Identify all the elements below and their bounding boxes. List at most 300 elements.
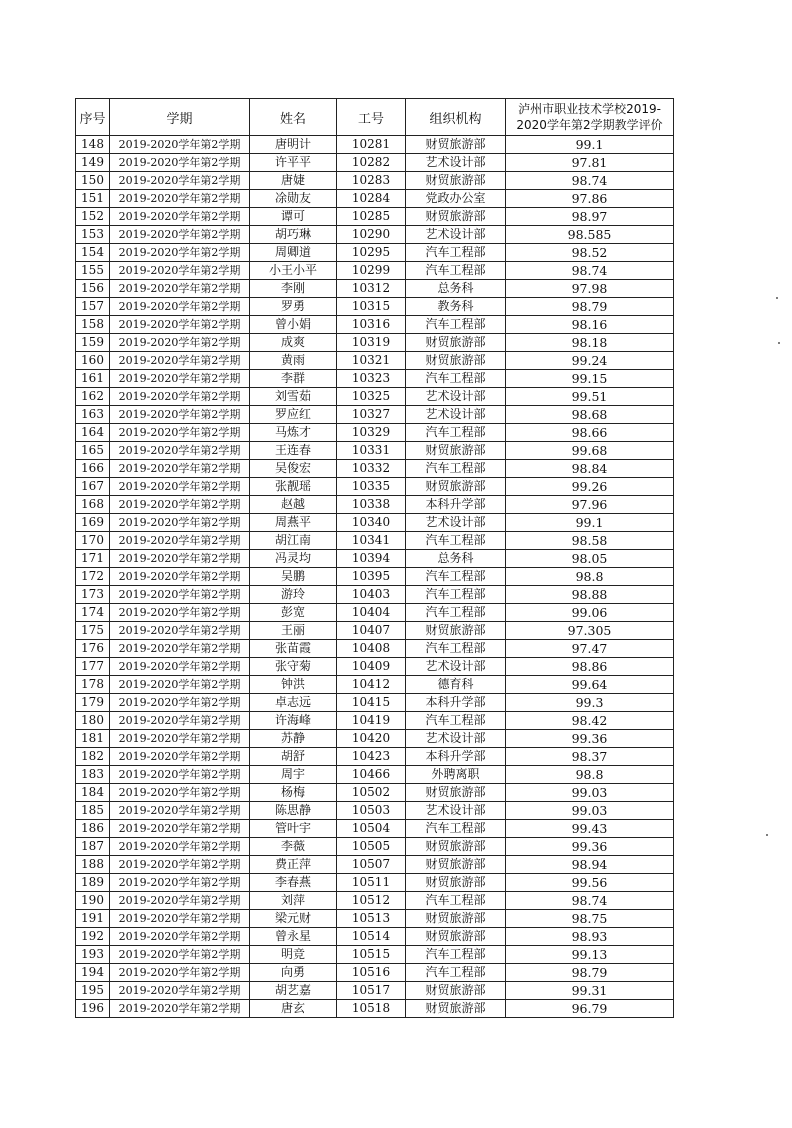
cell-id: 10420	[337, 730, 406, 748]
cell-seq: 185	[76, 802, 110, 820]
cell-term: 2019-2020学年第2学期	[110, 784, 250, 802]
cell-org: 汽车工程部	[406, 964, 506, 982]
cell-id: 10502	[337, 784, 406, 802]
cell-seq: 151	[76, 190, 110, 208]
header-id: 工号	[337, 99, 406, 136]
cell-id: 10516	[337, 964, 406, 982]
cell-eval: 99.06	[506, 604, 674, 622]
cell-id: 10415	[337, 694, 406, 712]
cell-org: 汽车工程部	[406, 568, 506, 586]
header-name: 姓名	[250, 99, 337, 136]
cell-name: 刘雪茹	[250, 388, 337, 406]
table-row	[76, 820, 674, 838]
cell-seq: 164	[76, 424, 110, 442]
cell-term: 2019-2020学年第2学期	[110, 172, 250, 190]
table-row	[76, 550, 674, 568]
cell-org: 艺术设计部	[406, 514, 506, 532]
cell-seq: 154	[76, 244, 110, 262]
cell-seq: 182	[76, 748, 110, 766]
cell-term: 2019-2020学年第2学期	[110, 460, 250, 478]
cell-org: 财贸旅游部	[406, 352, 506, 370]
table-row	[76, 892, 674, 910]
cell-org: 教务科	[406, 298, 506, 316]
cell-id: 10290	[337, 226, 406, 244]
cell-name: 张靓瑶	[250, 478, 337, 496]
cell-name: 王连春	[250, 442, 337, 460]
cell-seq: 171	[76, 550, 110, 568]
cell-term: 2019-2020学年第2学期	[110, 478, 250, 496]
cell-org: 汽车工程部	[406, 820, 506, 838]
cell-org: 本科升学部	[406, 694, 506, 712]
cell-name: 钟洪	[250, 676, 337, 694]
cell-id: 10408	[337, 640, 406, 658]
cell-eval: 97.86	[506, 190, 674, 208]
cell-org: 党政办公室	[406, 190, 506, 208]
cell-org: 汽车工程部	[406, 892, 506, 910]
table-row	[76, 784, 674, 802]
cell-term: 2019-2020学年第2学期	[110, 190, 250, 208]
table-row	[76, 298, 674, 316]
cell-seq: 174	[76, 604, 110, 622]
cell-seq: 160	[76, 352, 110, 370]
cell-seq: 149	[76, 154, 110, 172]
cell-seq: 181	[76, 730, 110, 748]
cell-id: 10315	[337, 298, 406, 316]
cell-id: 10395	[337, 568, 406, 586]
cell-term: 2019-2020学年第2学期	[110, 964, 250, 982]
cell-eval: 98.79	[506, 298, 674, 316]
cell-name: 李薇	[250, 838, 337, 856]
cell-eval: 99.68	[506, 442, 674, 460]
cell-term: 2019-2020学年第2学期	[110, 298, 250, 316]
table-row	[76, 370, 674, 388]
table-row	[76, 946, 674, 964]
cell-org: 汽车工程部	[406, 712, 506, 730]
cell-eval: 98.74	[506, 892, 674, 910]
cell-org: 汽车工程部	[406, 370, 506, 388]
cell-org: 财贸旅游部	[406, 1000, 506, 1018]
cell-name: 成爽	[250, 334, 337, 352]
cell-term: 2019-2020学年第2学期	[110, 640, 250, 658]
table-row	[76, 568, 674, 586]
cell-org: 汽车工程部	[406, 604, 506, 622]
cell-term: 2019-2020学年第2学期	[110, 334, 250, 352]
cell-name: 许海峰	[250, 712, 337, 730]
cell-org: 财贸旅游部	[406, 856, 506, 874]
cell-id: 10332	[337, 460, 406, 478]
cell-eval: 98.37	[506, 748, 674, 766]
table-row	[76, 604, 674, 622]
table-row	[76, 226, 674, 244]
cell-id: 10517	[337, 982, 406, 1000]
cell-seq: 184	[76, 784, 110, 802]
cell-id: 10319	[337, 334, 406, 352]
table-row	[76, 154, 674, 172]
table-row	[76, 1000, 674, 1018]
cell-id: 10316	[337, 316, 406, 334]
header-term: 学期	[110, 99, 250, 136]
cell-name: 管叶宇	[250, 820, 337, 838]
cell-term: 2019-2020学年第2学期	[110, 820, 250, 838]
cell-seq: 175	[76, 622, 110, 640]
table-row	[76, 766, 674, 784]
cell-term: 2019-2020学年第2学期	[110, 514, 250, 532]
table-row	[76, 442, 674, 460]
table-row	[76, 136, 674, 154]
cell-eval: 98.68	[506, 406, 674, 424]
cell-eval: 99.03	[506, 802, 674, 820]
cell-seq: 165	[76, 442, 110, 460]
cell-eval: 97.96	[506, 496, 674, 514]
cell-org: 汽车工程部	[406, 640, 506, 658]
table-row	[76, 316, 674, 334]
cell-name: 向勇	[250, 964, 337, 982]
cell-id: 10403	[337, 586, 406, 604]
cell-name: 曾永星	[250, 928, 337, 946]
table-row	[76, 262, 674, 280]
cell-id: 10513	[337, 910, 406, 928]
cell-org: 财贸旅游部	[406, 784, 506, 802]
cell-seq: 161	[76, 370, 110, 388]
table-row	[76, 208, 674, 226]
cell-eval: 98.58	[506, 532, 674, 550]
cell-org: 艺术设计部	[406, 226, 506, 244]
cell-seq: 158	[76, 316, 110, 334]
table-row	[76, 388, 674, 406]
cell-name: 费正萍	[250, 856, 337, 874]
cell-id: 10341	[337, 532, 406, 550]
cell-eval: 99.1	[506, 514, 674, 532]
cell-eval: 96.79	[506, 1000, 674, 1018]
cell-eval: 99.51	[506, 388, 674, 406]
cell-id: 10507	[337, 856, 406, 874]
cell-seq: 170	[76, 532, 110, 550]
cell-seq: 189	[76, 874, 110, 892]
cell-eval: 99.56	[506, 874, 674, 892]
cell-id: 10419	[337, 712, 406, 730]
cell-org: 艺术设计部	[406, 406, 506, 424]
cell-term: 2019-2020学年第2学期	[110, 352, 250, 370]
table-row	[76, 244, 674, 262]
cell-id: 10331	[337, 442, 406, 460]
cell-eval: 98.75	[506, 910, 674, 928]
cell-org: 艺术设计部	[406, 658, 506, 676]
cell-seq: 191	[76, 910, 110, 928]
cell-term: 2019-2020学年第2学期	[110, 136, 250, 154]
cell-seq: 176	[76, 640, 110, 658]
cell-term: 2019-2020学年第2学期	[110, 568, 250, 586]
cell-eval: 98.585	[506, 226, 674, 244]
cell-id: 10505	[337, 838, 406, 856]
cell-term: 2019-2020学年第2学期	[110, 712, 250, 730]
cell-name: 游玲	[250, 586, 337, 604]
cell-name: 周卿道	[250, 244, 337, 262]
table-row	[76, 460, 674, 478]
cell-org: 德育科	[406, 676, 506, 694]
cell-org: 汽车工程部	[406, 424, 506, 442]
scan-speck	[778, 342, 780, 344]
cell-eval: 99.15	[506, 370, 674, 388]
cell-name: 吴鹏	[250, 568, 337, 586]
cell-term: 2019-2020学年第2学期	[110, 226, 250, 244]
table-row	[76, 586, 674, 604]
cell-name: 唐明计	[250, 136, 337, 154]
cell-name: 胡艺嘉	[250, 982, 337, 1000]
cell-eval: 98.86	[506, 658, 674, 676]
cell-id: 10340	[337, 514, 406, 532]
cell-term: 2019-2020学年第2学期	[110, 910, 250, 928]
table-row	[76, 802, 674, 820]
table-row	[76, 424, 674, 442]
cell-org: 外聘离职	[406, 766, 506, 784]
cell-term: 2019-2020学年第2学期	[110, 208, 250, 226]
cell-id: 10295	[337, 244, 406, 262]
cell-name: 周燕平	[250, 514, 337, 532]
cell-org: 汽车工程部	[406, 946, 506, 964]
cell-org: 汽车工程部	[406, 460, 506, 478]
cell-eval: 99.03	[506, 784, 674, 802]
cell-term: 2019-2020学年第2学期	[110, 982, 250, 1000]
cell-seq: 179	[76, 694, 110, 712]
cell-eval: 98.93	[506, 928, 674, 946]
cell-seq: 157	[76, 298, 110, 316]
cell-name: 胡巧琳	[250, 226, 337, 244]
cell-eval: 99.3	[506, 694, 674, 712]
cell-name: 小王小平	[250, 262, 337, 280]
cell-org: 总务科	[406, 280, 506, 298]
header-row	[76, 99, 674, 136]
cell-eval: 98.94	[506, 856, 674, 874]
cell-org: 财贸旅游部	[406, 838, 506, 856]
cell-seq: 188	[76, 856, 110, 874]
cell-eval: 97.47	[506, 640, 674, 658]
table-body	[76, 136, 674, 1018]
cell-term: 2019-2020学年第2学期	[110, 550, 250, 568]
cell-term: 2019-2020学年第2学期	[110, 262, 250, 280]
cell-name: 周宇	[250, 766, 337, 784]
cell-id: 10299	[337, 262, 406, 280]
cell-name: 胡江南	[250, 532, 337, 550]
cell-eval: 98.05	[506, 550, 674, 568]
cell-name: 彭宽	[250, 604, 337, 622]
cell-id: 10281	[337, 136, 406, 154]
cell-org: 总务科	[406, 550, 506, 568]
cell-term: 2019-2020学年第2学期	[110, 928, 250, 946]
cell-term: 2019-2020学年第2学期	[110, 532, 250, 550]
table-row	[76, 730, 674, 748]
cell-id: 10514	[337, 928, 406, 946]
cell-org: 本科升学部	[406, 496, 506, 514]
table-row	[76, 514, 674, 532]
cell-term: 2019-2020学年第2学期	[110, 658, 250, 676]
table-row	[76, 694, 674, 712]
cell-name: 黄雨	[250, 352, 337, 370]
cell-seq: 156	[76, 280, 110, 298]
cell-term: 2019-2020学年第2学期	[110, 946, 250, 964]
cell-name: 许平平	[250, 154, 337, 172]
cell-name: 张守菊	[250, 658, 337, 676]
cell-term: 2019-2020学年第2学期	[110, 766, 250, 784]
table-row	[76, 280, 674, 298]
cell-id: 10312	[337, 280, 406, 298]
cell-seq: 186	[76, 820, 110, 838]
cell-seq: 196	[76, 1000, 110, 1018]
cell-eval: 98.16	[506, 316, 674, 334]
cell-seq: 192	[76, 928, 110, 946]
cell-eval: 98.66	[506, 424, 674, 442]
table-row	[76, 712, 674, 730]
table-row	[76, 496, 674, 514]
cell-seq: 180	[76, 712, 110, 730]
cell-seq: 163	[76, 406, 110, 424]
cell-eval: 98.8	[506, 568, 674, 586]
scan-speck	[766, 834, 768, 836]
cell-eval: 98.79	[506, 964, 674, 982]
cell-org: 财贸旅游部	[406, 136, 506, 154]
cell-eval: 98.18	[506, 334, 674, 352]
cell-eval: 99.1	[506, 136, 674, 154]
cell-id: 10329	[337, 424, 406, 442]
cell-id: 10285	[337, 208, 406, 226]
scan-speck	[776, 297, 778, 299]
cell-id: 10518	[337, 1000, 406, 1018]
cell-seq: 168	[76, 496, 110, 514]
cell-id: 10407	[337, 622, 406, 640]
table-row	[76, 352, 674, 370]
cell-name: 李春燕	[250, 874, 337, 892]
cell-seq: 183	[76, 766, 110, 784]
cell-eval: 99.43	[506, 820, 674, 838]
cell-org: 财贸旅游部	[406, 334, 506, 352]
cell-id: 10282	[337, 154, 406, 172]
table-row	[76, 172, 674, 190]
cell-term: 2019-2020学年第2学期	[110, 154, 250, 172]
cell-name: 胡舒	[250, 748, 337, 766]
cell-eval: 98.84	[506, 460, 674, 478]
cell-id: 10409	[337, 658, 406, 676]
cell-id: 10511	[337, 874, 406, 892]
cell-name: 凃勋友	[250, 190, 337, 208]
cell-name: 刘萍	[250, 892, 337, 910]
cell-name: 明竞	[250, 946, 337, 964]
table-row	[76, 658, 674, 676]
table-row	[76, 622, 674, 640]
table-row	[76, 910, 674, 928]
cell-name: 李群	[250, 370, 337, 388]
cell-term: 2019-2020学年第2学期	[110, 406, 250, 424]
cell-eval: 98.88	[506, 586, 674, 604]
table-row	[76, 532, 674, 550]
table-row	[76, 874, 674, 892]
cell-seq: 193	[76, 946, 110, 964]
cell-id: 10504	[337, 820, 406, 838]
table-row	[76, 334, 674, 352]
cell-seq: 152	[76, 208, 110, 226]
cell-eval: 97.305	[506, 622, 674, 640]
cell-org: 汽车工程部	[406, 586, 506, 604]
table-row	[76, 748, 674, 766]
cell-eval: 98.52	[506, 244, 674, 262]
cell-term: 2019-2020学年第2学期	[110, 1000, 250, 1018]
cell-term: 2019-2020学年第2学期	[110, 892, 250, 910]
cell-name: 罗应红	[250, 406, 337, 424]
cell-name: 梁元财	[250, 910, 337, 928]
cell-eval: 99.13	[506, 946, 674, 964]
cell-eval: 98.74	[506, 172, 674, 190]
cell-eval: 99.64	[506, 676, 674, 694]
cell-org: 汽车工程部	[406, 244, 506, 262]
cell-org: 汽车工程部	[406, 532, 506, 550]
cell-org: 汽车工程部	[406, 316, 506, 334]
cell-seq: 155	[76, 262, 110, 280]
cell-name: 陈思静	[250, 802, 337, 820]
cell-org: 艺术设计部	[406, 802, 506, 820]
evaluation-table	[75, 98, 674, 1018]
cell-name: 唐玄	[250, 1000, 337, 1018]
cell-name: 谭可	[250, 208, 337, 226]
cell-id: 10338	[337, 496, 406, 514]
cell-seq: 172	[76, 568, 110, 586]
cell-org: 艺术设计部	[406, 388, 506, 406]
cell-name: 唐婕	[250, 172, 337, 190]
cell-term: 2019-2020学年第2学期	[110, 802, 250, 820]
cell-name: 张苗霞	[250, 640, 337, 658]
cell-eval: 97.98	[506, 280, 674, 298]
cell-eval: 99.31	[506, 982, 674, 1000]
cell-id: 10423	[337, 748, 406, 766]
cell-eval: 98.42	[506, 712, 674, 730]
cell-name: 赵越	[250, 496, 337, 514]
cell-name: 苏静	[250, 730, 337, 748]
table-row	[76, 838, 674, 856]
cell-id: 10394	[337, 550, 406, 568]
cell-seq: 187	[76, 838, 110, 856]
table-row	[76, 190, 674, 208]
cell-term: 2019-2020学年第2学期	[110, 604, 250, 622]
cell-seq: 190	[76, 892, 110, 910]
cell-org: 艺术设计部	[406, 730, 506, 748]
cell-term: 2019-2020学年第2学期	[110, 388, 250, 406]
cell-id: 10325	[337, 388, 406, 406]
cell-seq: 195	[76, 982, 110, 1000]
cell-org: 财贸旅游部	[406, 172, 506, 190]
cell-term: 2019-2020学年第2学期	[110, 424, 250, 442]
cell-org: 财贸旅游部	[406, 208, 506, 226]
cell-name: 李刚	[250, 280, 337, 298]
cell-term: 2019-2020学年第2学期	[110, 316, 250, 334]
cell-seq: 167	[76, 478, 110, 496]
cell-name: 马炼才	[250, 424, 337, 442]
table-row	[76, 406, 674, 424]
cell-term: 2019-2020学年第2学期	[110, 442, 250, 460]
cell-term: 2019-2020学年第2学期	[110, 748, 250, 766]
cell-org: 本科升学部	[406, 748, 506, 766]
table-row	[76, 856, 674, 874]
header-org: 组织机构	[406, 99, 506, 136]
table-row	[76, 982, 674, 1000]
cell-eval: 98.8	[506, 766, 674, 784]
cell-id: 10323	[337, 370, 406, 388]
cell-org: 财贸旅游部	[406, 910, 506, 928]
cell-seq: 173	[76, 586, 110, 604]
cell-seq: 166	[76, 460, 110, 478]
cell-org: 财贸旅游部	[406, 442, 506, 460]
cell-name: 吴俊宏	[250, 460, 337, 478]
cell-term: 2019-2020学年第2学期	[110, 622, 250, 640]
cell-org: 艺术设计部	[406, 154, 506, 172]
cell-term: 2019-2020学年第2学期	[110, 856, 250, 874]
cell-name: 杨梅	[250, 784, 337, 802]
